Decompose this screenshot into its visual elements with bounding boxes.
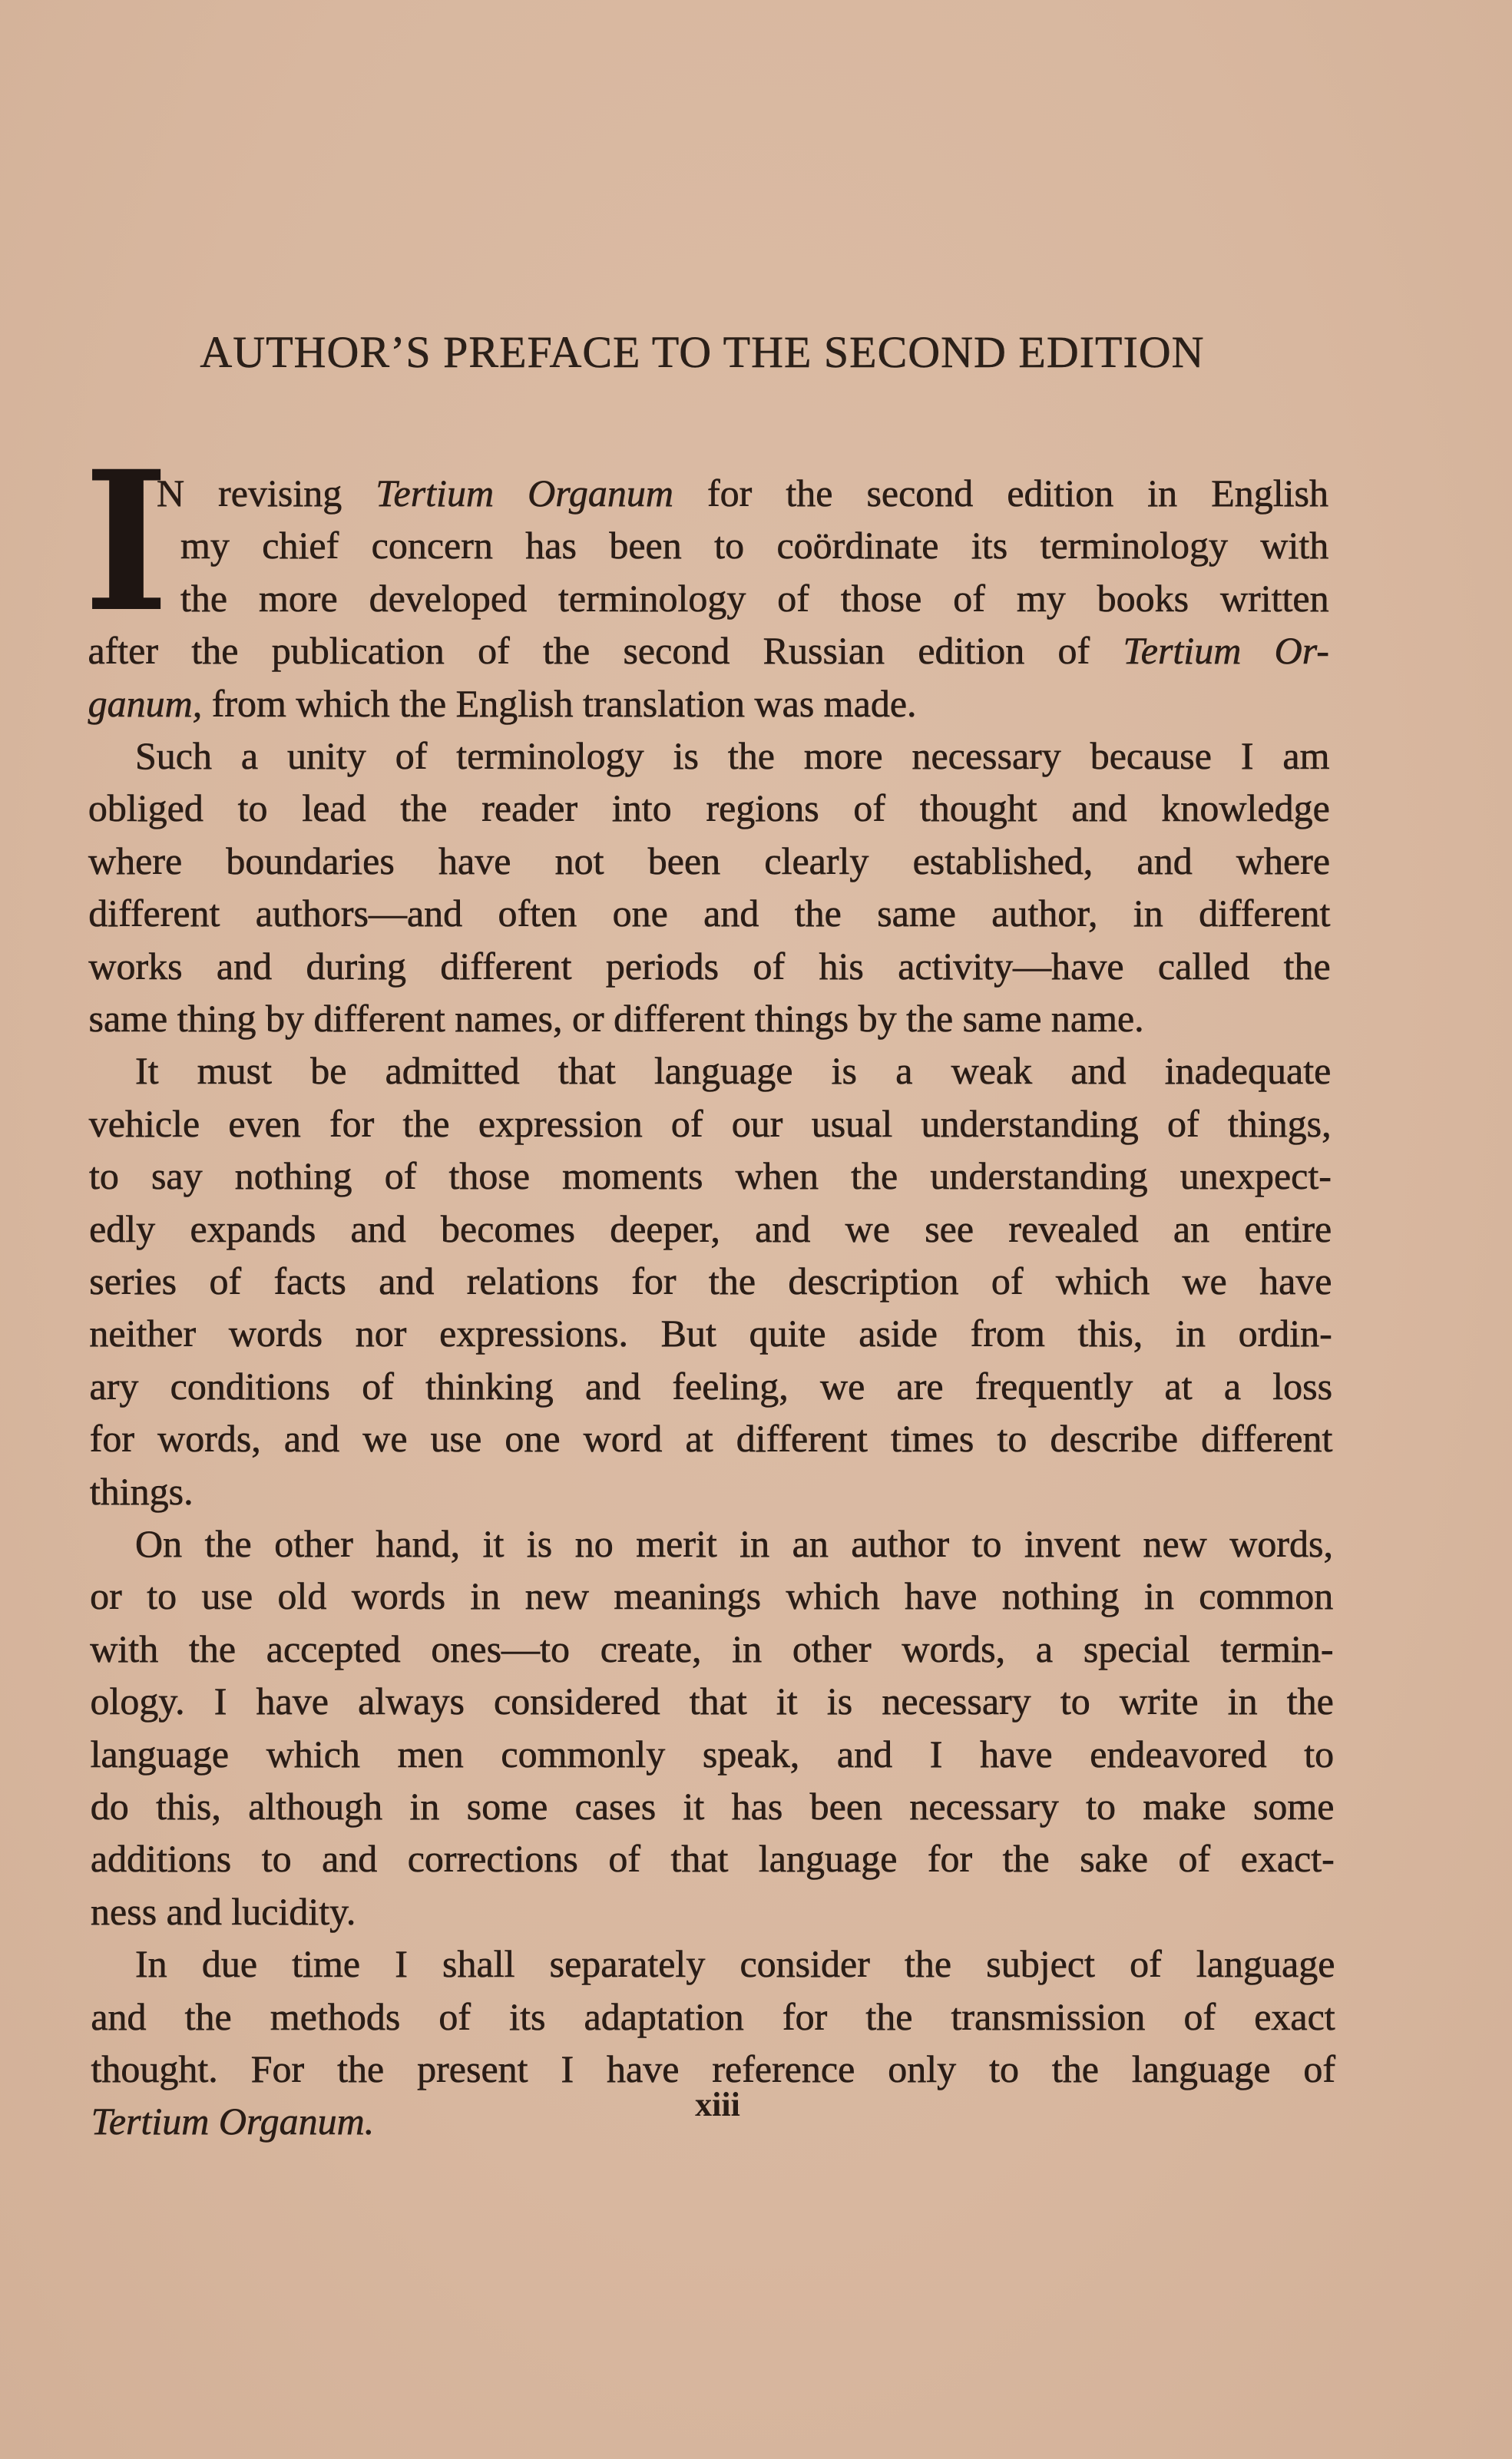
- text-segment: It must be admitted that language is a weak and inadequate: [135, 1049, 1332, 1093]
- text-segment: On the other hand, it is no merit in an author to invent new words,: [135, 1522, 1333, 1565]
- text-line: [88, 627, 1328, 673]
- text-line: [91, 1994, 1335, 2040]
- text-line: [91, 1731, 1335, 1777]
- italic-title-text: Tertium Organum.: [91, 2100, 375, 2143]
- text-line: [89, 1310, 1332, 1356]
- text-segment: things.: [89, 1469, 194, 1513]
- text-segment: from which the English translation was made.: [202, 681, 917, 725]
- text-line: [180, 575, 1329, 621]
- chapter-title-text: AUTHOR’S PREFACE TO THE SECOND EDITION: [200, 327, 1205, 377]
- text-segment: neither words nor expressions. But quite aside from this, in ordin-: [89, 1312, 1332, 1355]
- text-line: [90, 1415, 1333, 1461]
- text-segment: ness and lucidity.: [91, 1889, 356, 1933]
- text-segment: for words, and we use one word at different times to describe different: [89, 1417, 1333, 1461]
- text-line: [89, 1153, 1332, 1199]
- text-line: [157, 470, 1328, 516]
- text-line: [90, 1573, 1333, 1619]
- text-segment: my chief concern has been to coördinate its terminology with: [180, 524, 1329, 568]
- text-segment: and the methods of its adaptation for the transmission of exact: [91, 1994, 1335, 2038]
- text-line: [180, 522, 1328, 568]
- text-segment: additions to and corrections of that language for the sake of exact-: [90, 1837, 1335, 1881]
- text-segment: where boundaries have not been clearly established, and where: [88, 839, 1331, 882]
- text-segment: same thing by different names, or different things by the same name.: [88, 997, 1144, 1040]
- text-segment: after the publication of the second Russian edition of: [88, 629, 1123, 673]
- text-segment: Such a unity of terminology is the more necessary because I am: [135, 734, 1330, 777]
- page-number: [0, 2085, 1512, 2124]
- text-line: [88, 785, 1330, 831]
- text-segment: different authors—and often one and the same author, in different: [88, 892, 1331, 935]
- text-segment: language which men commonly speak, and I have endeavored to: [90, 1732, 1335, 1776]
- text-line: [90, 1363, 1333, 1409]
- page-number-text: xiii: [695, 2086, 740, 2123]
- text-segment: ary conditions of thinking and feeling, we are frequently at a loss: [89, 1364, 1333, 1408]
- text-segment: thought. For the present I have reference only to the language of: [91, 2047, 1335, 2090]
- text-line: [88, 838, 1330, 884]
- text-segment: ology. I have always considered that it is necessary to write in the: [90, 1680, 1334, 1723]
- italic-title-text: Tertium Or-: [1123, 629, 1329, 673]
- text-line: [89, 1206, 1332, 1252]
- text-segment: edly expands and becomes deeper, and we see revealed an entire: [89, 1206, 1332, 1250]
- text-segment: to say nothing of those moments when the understanding unexpect-: [88, 1154, 1332, 1198]
- text-line: [135, 1047, 1331, 1094]
- text-line: [89, 1258, 1332, 1304]
- text-line: [88, 890, 1330, 936]
- text-line: [91, 1835, 1335, 1881]
- text-line: [89, 995, 1332, 1041]
- text-line: [90, 1678, 1333, 1724]
- text-segment: series of facts and relations for the description of which we have: [89, 1259, 1332, 1302]
- text-line: [91, 1783, 1335, 1829]
- text-line: [89, 1100, 1332, 1147]
- text-segment: obliged to lead the reader into regions of thought and knowledge: [88, 786, 1330, 830]
- text-line: [88, 680, 1330, 726]
- text-segment: N revising: [157, 472, 376, 515]
- italic-title-text: ganum,: [88, 681, 203, 725]
- chapter-title: [0, 326, 1512, 378]
- text-segment: do this, although in some cases it has been necessary to make some: [90, 1785, 1335, 1828]
- text-segment: or to use old words in new meanings which have nothing in common: [90, 1574, 1334, 1618]
- italic-title-text: Tertium Organum: [376, 472, 673, 515]
- text-segment: for the second edition in English: [673, 472, 1328, 515]
- text-line: [135, 1521, 1333, 1567]
- text-line: [135, 733, 1330, 779]
- text-segment: In due time I shall separately consider the subject of language: [135, 1942, 1335, 1986]
- text-line: [90, 1626, 1333, 1672]
- text-line: [90, 1468, 1333, 1514]
- text-segment: the more developed terminology of those of my books written: [180, 576, 1329, 620]
- text-line: [88, 943, 1330, 989]
- text-line: [135, 1941, 1335, 1987]
- drop-cap: I: [83, 429, 170, 654]
- text-segment: with the accepted ones—to create, in other words, a special termin-: [90, 1627, 1334, 1670]
- text-line: [91, 1888, 1335, 1934]
- text-segment: vehicle even for the expression of our usual understanding of things,: [88, 1101, 1332, 1145]
- text-segment: works and during different periods of his activity—have called the: [88, 944, 1331, 988]
